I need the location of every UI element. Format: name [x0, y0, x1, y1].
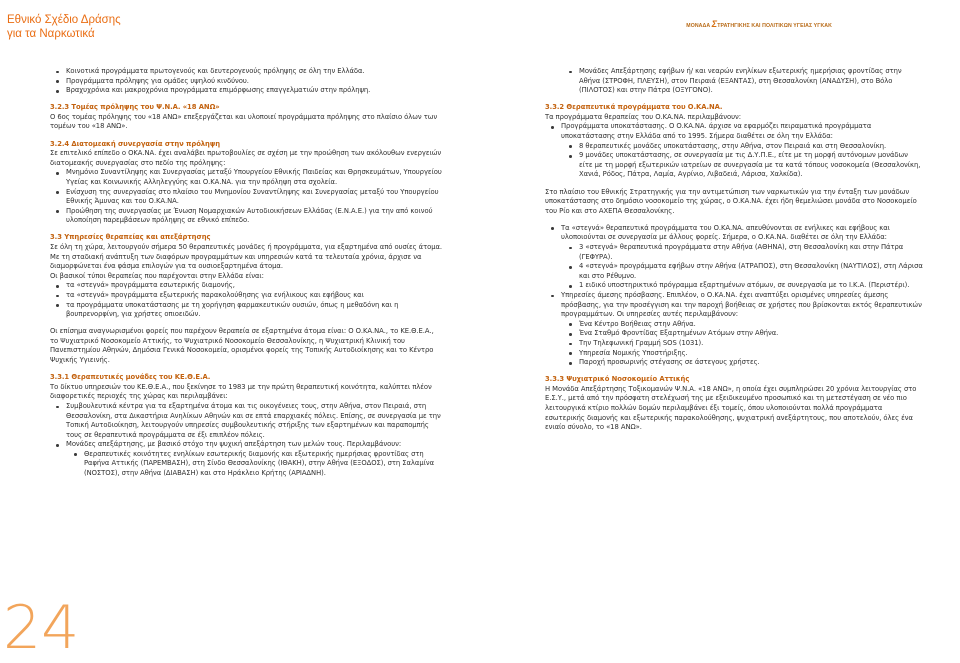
list-item: 4 «στεγνά» προγράμματα εφήβων στην Αθήνα (ΑΤΡΑΠΟΣ), στη Θεσσαλονίκη (ΝΑΥΤΙΛΟΣ), στη Λάρισα και στο Ρέθυμνο. [545, 262, 923, 281]
kethea-sub-list [50, 450, 443, 479]
section-heading-3-3-1: 3.3.1 Θεραπευτικές μονάδες του ΚΕ.Θ.Ε.Α. [50, 373, 211, 382]
brand-name: ΤΡΑΤΗΓΙΚΗΣ ΚΑΙ ΠΟΛΙΤΙΚΩΝ ΥΓΕΙΑΣ ΥΓΚΑΚ [717, 23, 832, 29]
list-item: 8 θεραπευτικές μονάδες υποκατάστασης, στην Αθήνα, στον Πειραιά και στη Θεσσαλονίκη. [545, 142, 923, 152]
left-column [50, 67, 443, 479]
list-item: Υπηρεσία Νομικής Υποστήριξης. [545, 349, 923, 359]
list-item: Προώθηση της συνεργασίας με Ένωση Νομαρχιακών Αυτοδιοικήσεων Ελλάδας (Ε.Ν.Α.Ε.) για την από κοινού υλοποίηση παρεμβάσεων πρόληψης σε εθνικό επίπεδο. [50, 207, 443, 226]
list-item: τα «στεγνά» προγράμματα εσωτερικής διαμονής, [50, 281, 443, 291]
paragraph: Τα προγράμματα θεραπείας του Ο.ΚΑ.ΝΑ. περιλαμβάνουν: [545, 112, 741, 121]
list-item: Συμβουλευτικά κέντρα για τα εξαρτημένα άτομα και τις οικογένειες τους, στην Αθήνα, στον Πειραιά, στη Θεσσαλονίκη, στα Δικαστήρια Ανηλίκων Αθηνών και σε επτά επαρχιακές πόλεις. Επίσης, σε συνεργασία με την Τοπική Αυτοδιοίκηση, λειτουργούν υπηρεσίες συμβουλευτικής στήριξης των εξαρτημένων και παραπομπής τους σε θεραπευτικά προγράμματα σε έξι επιπλέον πόλεις. [50, 402, 443, 440]
adolescent-units-list [545, 67, 923, 96]
section-heading-3-2-4: 3.2.4 Διατομεακή συνεργασία στην πρόληψη [50, 139, 220, 148]
list-item: Ένα Κέντρο Βοήθειας στην Αθήνα. [545, 320, 923, 330]
list-item: Θεραπευτικές κοινότητες ενηλίκων εσωτερικής διαμονής και εξωτερικής ημερήσιας φροντίδας στη Ραφήνα Αττικής (ΠΑΡΕΜΒΑΣΗ), στη Σίνδο Θεσσαλονίκης (ΙΘΑΚΗ), στην Αθήνα (ΕΞΟΔΟΣ), στη Σαλαμίνα (ΝΟΣΤΟΣ), στην Αθήνα (ΔΙΑΒΑΣΗ) και στο Ηράκλειο Κρήτης (ΑΡΙΑΔΝΗ). [50, 450, 443, 479]
cooperation-bullet-list [50, 168, 443, 226]
paragraph: Σε όλη τη χώρα, λειτουργούν σήμερα 50 θεραπευτικές μονάδες ή προγράμματα, για εξαρτημένα από ουσίες άτομα. Με τη σταδιακή ανάπτυξη των διαφόρων προγραμμάτων και υπηρεσιών κατά τα τελευταία χρόνια, άρχισε να διαμορφώνεται ένα φάσμα επιλογών για τα ουσιοεξαρτημένα άτομα. [50, 243, 443, 271]
list-item: τα προγράμματα υποκατάστασης με τη χορήγηση φαρμακευτικών ουσιών, όπως η μεθαδόνη και η βουπρενορφίνη, για χρήστες οπιοειδών. [50, 301, 443, 320]
list-item: τα «στεγνά» προγράμματα εξωτερικής παρακολούθησης για ενήλικους και εφήβους και [50, 291, 443, 301]
list-item: Την Τηλεφωνική Γραμμή SOS (1031). [545, 339, 923, 349]
list-item: Προγράμματα πρόληψης για ομάδες υψηλού κινδύνου. [50, 77, 443, 87]
paragraph: Ο 6ος τομέας πρόληψης του «18 ΑΝΩ» επεξεργάζεται και υλοποιεί προγράμματα πρόληψης στο πλαίσιο όλων των τομέων του «18 ΑΝΩ». [50, 112, 438, 131]
section-heading-3-3-2: 3.3.2 Θεραπευτικά προγράμματα του Ο.ΚΑ.ΝΑ. [545, 103, 723, 112]
dry-programs-list [545, 224, 923, 243]
list-item: Μονάδες Απεξάρτησης εφήβων ή/ και νεαρών ενηλίκων εξωτερικής ημερήσιας φροντίδας στην Αθήνα (ΣΤΡΟΦΗ, ΠΛΕΥΣΗ), στον Πειραιά (ΕΞΑΝΤΑΣ), στη Θεσσαλονίκη (ΑΝΑΔΥΣΗ), στο Βόλο (ΠΙΛΟΤΟΣ) και στην Πάτρα (ΟΞΥΓΟΝΟ). [545, 67, 923, 96]
intro-bullet-list [50, 67, 443, 96]
list-item: Μονάδες απεξάρτησης, με βασικό στόχο την ψυχική απεξάρτηση των μελών τους. Περιλαμβάνουν: [50, 440, 443, 450]
okana-programs-list [545, 122, 923, 141]
list-item: Υπηρεσίες άμεσης πρόσβασης. Επιπλέον, ο Ο.ΚΑ.ΝΑ. έχει αναπτύξει ορισμένες υπηρεσίες άμεσης πρόσβασης, για την προσέγγιση και την παροχή βοήθειας σε χρήστες που βρίσκονται εκτός θεραπευτικών προγραμμάτων. Οι υπηρεσίες αυτές περιλαμβάνουν: [545, 291, 923, 320]
publication-title-line2: για τα Ναρκωτικά [7, 27, 95, 40]
paragraph: Σε επιτελικό επίπεδο ο ΟΚΑ.ΝΑ. έχει αναλάβει πρωτοβουλίες σε σχέση με την προώθηση των ακόλουθων ενεργειών διατομεακής συνεργασίας στο πεδίο της πρόληψης: [50, 149, 442, 167]
list-item: Προγράμματα υποκατάστασης. Ο Ο.ΚΑ.ΝΑ. άρχισε να εφαρμόζει πειραματικά προγράμματα υποκατάστασης στην Ελλάδα από το 1995. Σήμερα διαθέτει σε όλη την Ελλάδα: [545, 122, 923, 141]
list-item: Ένα Σταθμό Φροντίδας Εξαρτημένων Ατόμων στην Αθήνα. [545, 329, 923, 339]
section-heading-3-3-3: 3.3.3 Ψυχιατρικό Νοσοκομείο Αττικής [545, 375, 690, 384]
section-heading-3-3: 3.3 Υπηρεσίες θεραπείας και απεξάρτησης [50, 233, 211, 242]
list-item: 3 «στεγνά» θεραπευτικά προγράμματα στην Αθήνα (ΑΘΗΝΑ), στη Θεσσαλονίκη και στην Πάτρα (ΓΕΦΥΡΑ). [545, 243, 923, 262]
list-item: Βραχυχρόνια και μακροχρόνια προγράμματα επιμόρφωσης επαγγελματιών στην πρόληψη. [50, 86, 443, 96]
substitution-units-list [545, 142, 923, 180]
paragraph: Το δίκτυο υπηρεσιών του ΚΕ.Θ.Ε.Α., που ξεκίνησε το 1983 με την πρώτη θεραπευτική κοινότητα, καλύπτει πλέον διαφορετικές περιοχές της χώρας και περιλαμβάνει: [50, 382, 432, 401]
paragraph: Οι βασικοί τύποι θεραπείας που παρέχονται στην Ελλάδα είναι: [50, 271, 264, 280]
list-item: Τα «στεγνά» θεραπευτικά προγράμματα του Ο.ΚΑ.ΝΑ. απευθύνονται σε ενήλικες και εφήβους και υλοποιούνται σε συνεργασία με άλλους φορείς. Σήμερα, ο Ο.ΚΑ.ΝΑ. διαθέτει σε όλη την Ελλάδα: [545, 224, 923, 243]
section-heading-3-2-3: 3.2.3 Τομέας πρόληψης του Ψ.Ν.Α. «18 ΑΝΩ» [50, 103, 220, 112]
dry-programs-sub-list [545, 243, 923, 291]
list-item: Κοινοτικά προγράμματα πρωτογενούς και δευτερογενούς πρόληψης σε όλη την Ελλάδα. [50, 67, 443, 77]
list-item: 9 μονάδες υποκατάστασης, σε συνεργασία με τις Δ.Υ.Π.Ε., είτε με τη μορφή αυτόνομων μονάδων είτε με τη μορφή εξωτερικών ιατρείων σε συνεργασία με τα κατά τόπους νοσοκομεία (Θεσσαλονίκη, Χανιά, Ρόδος, Πάτρα, Λαμία, Αγρίνιο, Λιβαδειά, Λάρισα, Χαλκίδα). [545, 151, 923, 180]
list-item: Ενίσχυση της συνεργασίας στο πλαίσιο του Μνημονίου Συναντίληψης και Συνεργασίας μεταξύ του Υπουργείου Εθνικής Άμυνας και του Ο.ΚΑ.ΝΑ. [50, 188, 443, 207]
page-number: 24 [3, 593, 80, 663]
list-item: 1 ειδικό υποστηρικτικό πρόγραμμα εξαρτημένων ατόμων, σε συνεργασία με το Ι.Κ.Α. (Περιστέρι). [545, 281, 923, 291]
brand-prefix: ΜΟΝΑΔΑ [686, 23, 711, 29]
direct-access-list [545, 291, 923, 320]
list-item: Μνημόνιο Συναντίληψης και Συνεργασίας μεταξύ Υπουργείου Εθνικής Παιδείας και Θρησκευμάτων, Υπουργείου Υγείας και Κοινωνικής Αλληλεγγύης και Ο.ΚΑ.ΝΑ. για την πρόληψη στα σχολεία. [50, 168, 443, 187]
paragraph: Στο πλαίσιο του Εθνικής Στρατηγικής για την αντιμετώπιση των ναρκωτικών για την ένταξη των μονάδων υποκατάστασης στο δημόσιο νοσοκομείο της χώρας, ο Ο.ΚΑ.ΝΑ. έχει ήδη θεμελιώσει μονάδα στο Νοσοκομείο του Ρίο και στο ΑΧΕΠΑ Θεσσαλονίκης. [545, 187, 917, 215]
brand-logo [686, 19, 832, 29]
brand-sigma-icon: Σ [711, 19, 718, 29]
treatment-types-list [50, 281, 443, 319]
right-column [545, 67, 923, 433]
paragraph: Η Μονάδα Απεξάρτησης Τοξικομανών Ψ.Ν.Α. «18 ΑΝΩ», η οποία έχει συμπληρώσει 20 χρόνια λειτουργίας στο Ε.Σ.Υ., μετά από την πρόσφατη στελέχωσή της με εξειδικευμένο προσωπικό και τη μετεστέγαση σε νέο πιο λειτουργικά κτίριο πολλών δομών περιλαμβάνει έξι τομείς, όπου υλοποιούνται πολλά προγράμματα εσωτερικής διαμονής και εξωτερικής παρακολούθησης, ψυχιατρική ανεξάρτητους, που αποτελούν, όλες ένα ενιαίο σύνολο, το «18 ΑΝΩ». [545, 384, 917, 432]
paragraph: Οι επίσημα αναγνωρισμένοι φορείς που παρέχουν θεραπεία σε εξαρτημένα άτομα είναι: Ο Ο.ΚΑ.ΝΑ., το ΚΕ.Θ.Ε.Α., το Ψυχιατρικό Νοσοκομείο Αττικής, το Ψυχιατρικό Νοσοκομείο Θεσσαλονίκης, η Ψυχιατρική Κλινική του Πανεπιστημίου Αθηνών, Δημόσια Γενικά Νοσοκομεία, ορισμένοι φορείς της Τοπικής Αυτοδιοίκησης και το Κέντρο Ψυχικής Υγιεινής. [50, 327, 434, 365]
publication-title [7, 14, 121, 41]
publication-title-line1: Εθνικό Σχέδιο Δράσης [7, 14, 121, 26]
kethea-services-list [50, 402, 443, 450]
list-item: Παροχή προσωρινής στέγασης σε άστεγους χρήστες. [545, 358, 923, 368]
direct-access-sub-list [545, 320, 923, 368]
